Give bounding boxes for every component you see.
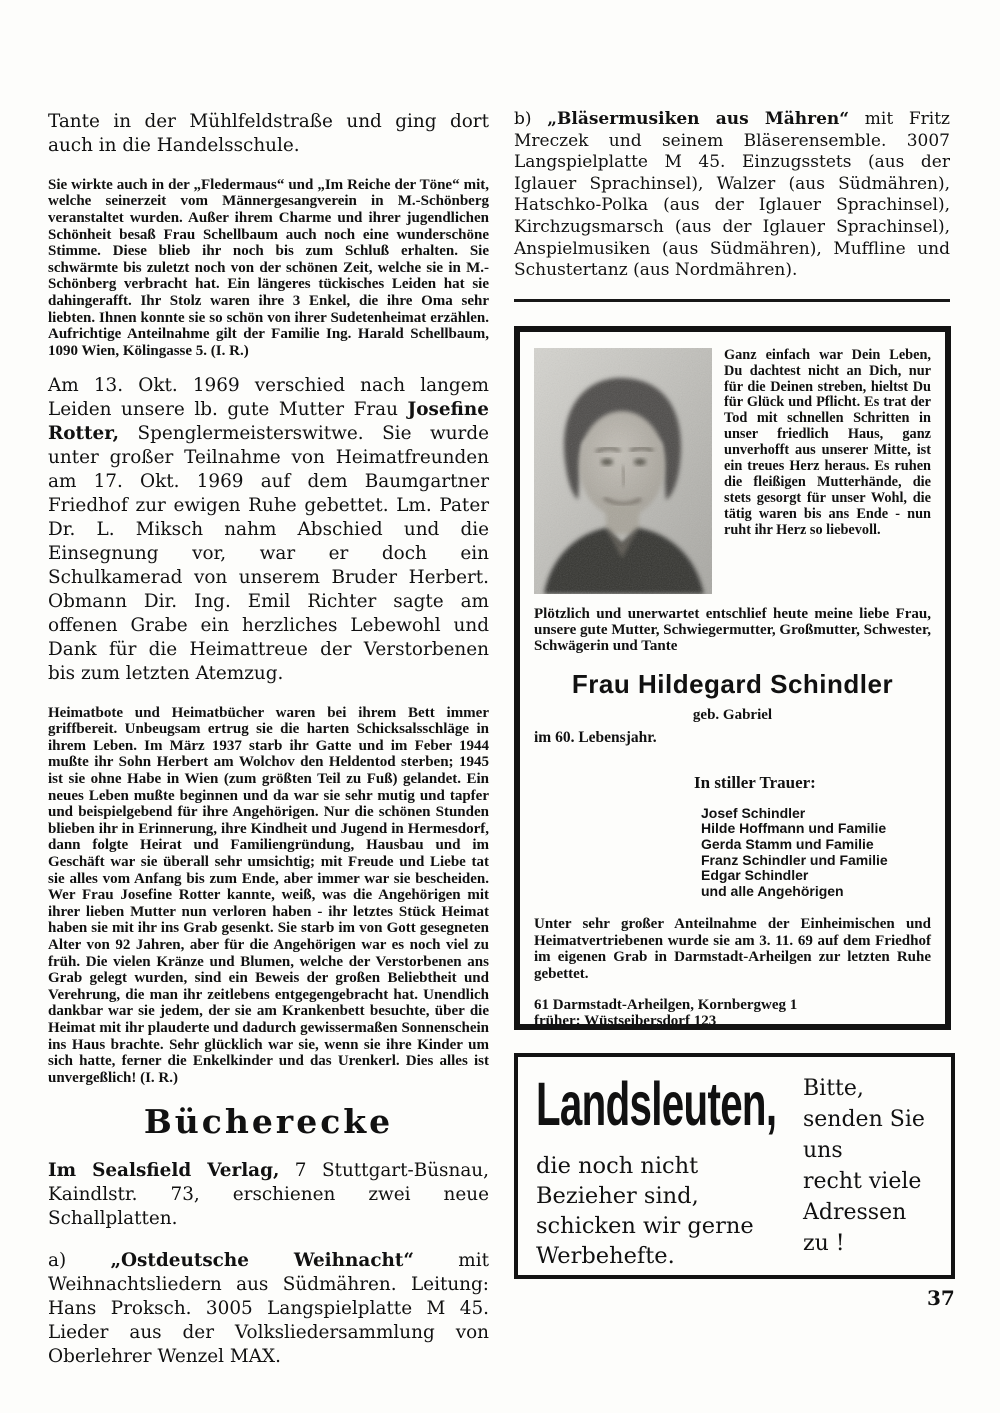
item-b-prefix: b) bbox=[514, 109, 548, 129]
item-b-title: „Bläsermusiken aus Mähren“ bbox=[547, 109, 850, 129]
mourner-entry: Edgar Schindler bbox=[701, 867, 809, 884]
record-item-b bbox=[514, 109, 950, 282]
mourner-entry: Josef Schindler bbox=[701, 804, 806, 821]
item-a-rest: mit Weihnachtsliedern aus Südmähren. Leitung: Hans Proksch. 3005 Langspielplatte M 45. Lieder aus der Volksliedersammlung von Oberlehrer Wenzel MAX. bbox=[48, 1250, 489, 1368]
buecherecke-heading: Bücherecke bbox=[143, 1102, 394, 1142]
rotter-lead: Am 13. Okt. 1969 verschied nach langem Leiden unsere lb. gute Mutter Frau bbox=[48, 375, 489, 421]
intro-paragraph: Tante in der Mühlfeldstraße und ging dort auch in die Handelsschule. bbox=[48, 111, 489, 157]
item-a-title: „Ostdeutsche Weihnacht“ bbox=[110, 1250, 414, 1272]
schindler-obituary-box bbox=[514, 326, 951, 1030]
rotter-obituary-text: Heimatbote und Heimatbücher waren bei ihrem Bett immer griffbereit. Unbeugsam ertrug sie die harten Schicksalsschläge in ihrem Leben. Im März 1937 starb ihr Gatte und im Feber 1944 mußte ihr Sohn Herbert am Wolchov den Heldentod sterben; 1945 ist sie ohne Habe in Wien (zum größten Teil zu Fuß) gelandet. Ein neues Leben mußte beginnen und da war sie sehr mutig und tapfer und beispielgebend für ihre Angehörigen. Nur die schönen Stunden blieben ihr in Erinnerung, ihre Kindheit und Jugend in Hermesdorf, dann folgte Heirat und Familiengründung, Hausbau und im Geschäft war sie überall sehr umsichtig; mit Freude und Liebe tat sie alles vom Anfang bis zum Ende, aber immer war sie bescheiden. Wer Frau Josefine Rotter kannte, weiß, was die Angehörigen mit ihrer lieben Mutter nun verloren haben - ihr letztes Stück Heimat haben sie mit ihr ins Grab gesenkt. Sie starb im von Gott gesegneten Alter von 92 Jahren, aber für die Angehörigen war es noch viel zu früh. Die vielen Kränze und Blumen, welche der Verstorbenen ans Grab gelegt wurden, sind ein Beweis der großen Beliebtheit und Verehrung, die man ihr zeitlebens entgegengebracht hat. Unendlich dankbar war sie jedem, der sie am Krankenbett besuchte, über die Heimat mit ihr plauderte und dadurch gewissermaßen Sonnenschein ins Haus brachte. Sehr glücklich war sie, wenn sie ihre Kinder um sich hatte, ferner die Enkelkinder und das Urenkerl. Dies alles ist unvergeßlich! (I. R.) bbox=[48, 704, 489, 1086]
obituary-poem: Ganz einfach war Dein Leben, Du dachtest nicht an Dich, nur für die Deinen streben, hieltst Du für Glück und Pflicht. Es trat der Tod mit schnellen Schritten in unser friedlich Haus, ganz unverhofft aus unserer Mitte, ist ein treues Herz heraus. Es ruhen die fleißigen Mutterhände, die stets gesorgt für unser Wohl, die tätig waren bis ans Ende - nun ruht ihr Herz so liebevoll. bbox=[724, 346, 931, 538]
ad-left-text: die noch nicht Bezieher sind, schicken wir gerne Werbehefte. bbox=[536, 1152, 754, 1269]
mourner-entry: Gerda Stamm und Familie bbox=[701, 835, 874, 852]
mourning-header: In stiller Trauer: bbox=[694, 772, 816, 792]
portrait-photo bbox=[534, 348, 712, 594]
ad-right-line: senden Sie bbox=[803, 1106, 925, 1132]
verlag-bold: Im Sealsfield Verlag, bbox=[48, 1159, 280, 1181]
page-number: 37 bbox=[927, 1286, 955, 1310]
verlag-paragraph bbox=[48, 1159, 489, 1231]
item-a-prefix: a) bbox=[48, 1250, 111, 1272]
address-line-2: früher: Wüstseibersdorf 123 bbox=[534, 1013, 717, 1030]
schellbaum-obituary-text: Sie wirkte auch in der „Fledermaus“ und „Im Reiche der Töne“ mit, welche seinerzeit vom Männergesangverein in M.-Schönberg veranstaltet wurden. Außer ihrem Charme und ihrer jugendlichen Schönheit besaß Frau Schellbaum auch noch eine wunderschöne Stimme. Diese blieb ihr noch bis zum Schluß erhalten. Sie schwärmte bis zuletzt noch von der schönen Zeit, welche sie in M.-Schönberg verbracht hat. Ein längeres tückisches Leiden hat sie dahingerafft. Ihr Stolz waren ihre 3 Enkel, die ihre Oma sehr liebten. Ihnen konnte sie so schön von ihrer Sudetenheimat erzählen. Aufrichtige Anteilnahme gilt der Familie Ing. Harald Schellbaum, 1090 Wien, Kölingasse 5. (I. R.) bbox=[48, 176, 489, 359]
section-divider-rule bbox=[514, 299, 950, 302]
rotter-obituary-paragraph bbox=[48, 374, 489, 686]
mourner-entry: Hilde Hoffmann und Familie bbox=[701, 820, 887, 837]
item-b-rest: mit Fritz Mreczek und seinem Bläserensemble. 3007 Langspielplatte M 45. Einzugsstets (aus der Iglauer Sprachinsel), Walzer (aus Südmähren), Hatschko-Polka (aus der Iglauer Sprachinsel), Kirchzugsmarsch (aus der Iglauer Sprachinsel), Anspielmusiken (aus Südmähren), Muffline und Schustertanz (aus Nordmähren). bbox=[514, 109, 951, 281]
mourner-entry: Franz Schindler und Familie bbox=[701, 851, 888, 868]
mourners-list bbox=[534, 806, 931, 900]
werbehefte-ad-box bbox=[514, 1053, 955, 1279]
ad-headline: Landsleuten, bbox=[536, 1069, 777, 1138]
deceased-name: Frau Hildegard Schindler bbox=[571, 668, 894, 699]
mourner-entry: und alle Angehörigen bbox=[701, 882, 844, 899]
right-column bbox=[514, 92, 950, 1279]
address-block bbox=[534, 997, 931, 1030]
portrait-photo-art bbox=[534, 348, 712, 594]
ad-left-block bbox=[536, 1069, 794, 1269]
address-line-1: 61 Darmstadt-Arheilgen, Kornbergweg 1 bbox=[534, 996, 798, 1013]
ad-right-block bbox=[803, 1073, 935, 1259]
ad-right-line: zu ! bbox=[803, 1230, 845, 1256]
maiden-name: geb. Gabriel bbox=[692, 706, 773, 723]
rotter-name: Josefine Rotter, bbox=[48, 399, 489, 445]
burial-text: Unter sehr großer Anteilnahme der Einheimischen und Heimatvertriebenen wurde sie am 3. 11. 69 auf dem Friedhof im eigenen Grab in Darmstadt-Arheilgen zur letzten Ruhe gebettet. bbox=[534, 916, 931, 982]
ad-right-line: Bitte, bbox=[803, 1075, 864, 1101]
rotter-rest: Spenglermeisterswitwe. Sie wurde unter großer Teilnahme von Heimatfreunden am 17. Okt. 1969 auf dem Baumgartner Friedhof zur ewigen Ruhe gebettet. Lm. Pater Dr. L. Miksch nahm Abschied und die Einsegnung vor, war er doch ein Schulkamerad von unserem Bruder Herbert. Obmann Dir. Ing. Emil Richter sagte am offenen Grabe ein herzliches Lebewohl und Dank für die Heimattreue der Verstorbenen bis zum letzten Atemzug. bbox=[48, 423, 489, 685]
obituary-announcement: Plötzlich und unerwartet entschlief heute meine liebe Frau, unsere gute Mutter, Schwiegermutter, Großmutter, Schwester, Schwägerin und Tante bbox=[534, 605, 931, 654]
record-item-a bbox=[48, 1249, 489, 1369]
ad-right-line: Adressen bbox=[803, 1199, 907, 1225]
photo-row bbox=[534, 348, 931, 594]
age-line: im 60. Lebensjahr. bbox=[534, 728, 657, 746]
left-column bbox=[48, 92, 489, 1388]
verlag-rest: 7 Stuttgart-Büsnau, Kaindlstr. 73, erschienen zwei neue Schallplatten. bbox=[48, 1159, 489, 1229]
ad-right-line: uns bbox=[803, 1137, 843, 1163]
ad-right-line: recht viele bbox=[803, 1168, 922, 1194]
